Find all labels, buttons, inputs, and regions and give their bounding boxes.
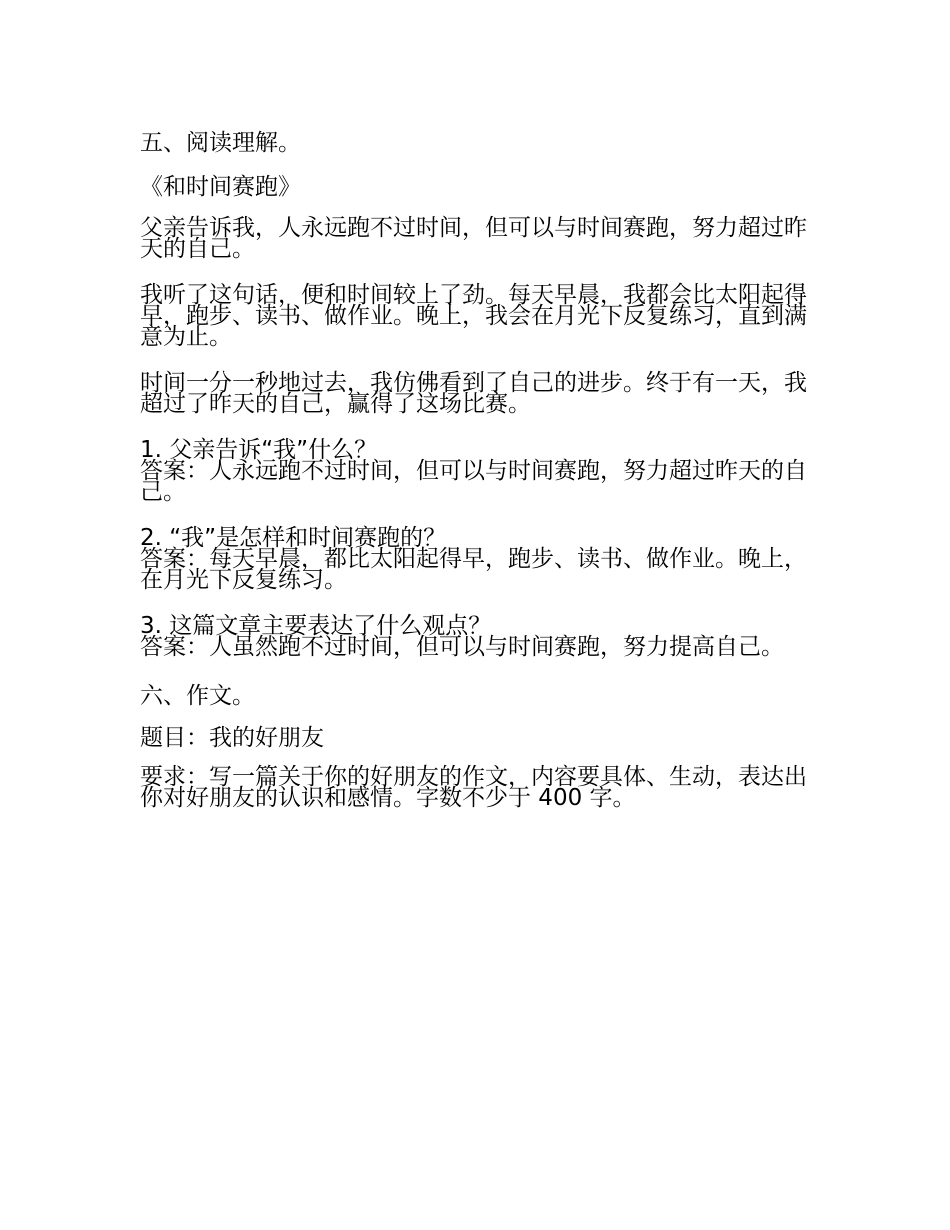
composition-topic: 题目：我的好朋友 — [140, 725, 324, 751]
answer-2: 答案：每天早晨，都比太阳起得早，跑步、读书、做作业。晚上，在月光下反复练习。 — [140, 546, 807, 593]
question-3: 3. 这篇文章主要表达了什么观点？ — [140, 613, 492, 639]
article-paragraph-1: 父亲告诉我，人永远跑不过时间，但可以与时间赛跑，努力超过昨天的自己。 — [140, 215, 807, 262]
question-block-3 — [140, 613, 812, 660]
composition-requirement: 要求：写一篇关于你的好朋友的作文，内容要具体、生动，表达出你对好朋友的认识和感情。字数不少于 400 字。 — [140, 764, 807, 811]
article-title: 《和时间赛跑》 — [140, 174, 301, 200]
article-paragraph-3: 时间一分一秒地过去，我仿佛看到了自己的进步。终于有一天，我超过了昨天的自己，赢得了这场比赛。 — [140, 370, 807, 417]
article-paragraph-2: 我听了这句话，便和时间较上了劲。每天早晨，我都会比太阳起得早，跑步、读书、做作业。晚上，我会在月光下反复练习，直到满意为止。 — [140, 282, 807, 350]
section-heading-reading: 五、阅读理解。 — [140, 130, 301, 156]
question-block-2 — [140, 525, 812, 593]
answer-1: 答案：人永远跑不过时间，但可以与时间赛跑，努力超过昨天的自己。 — [140, 458, 807, 505]
document-body — [140, 128, 812, 834]
question-2: 2. “我”是怎样和时间赛跑的？ — [140, 525, 447, 551]
answer-3: 答案：人虽然跑不过时间，但可以与时间赛跑，努力提高自己。 — [140, 634, 784, 660]
question-1: 1. 父亲告诉“我”什么？ — [140, 437, 378, 463]
question-block-1 — [140, 437, 812, 505]
section-heading-composition: 六、作文。 — [140, 683, 255, 709]
